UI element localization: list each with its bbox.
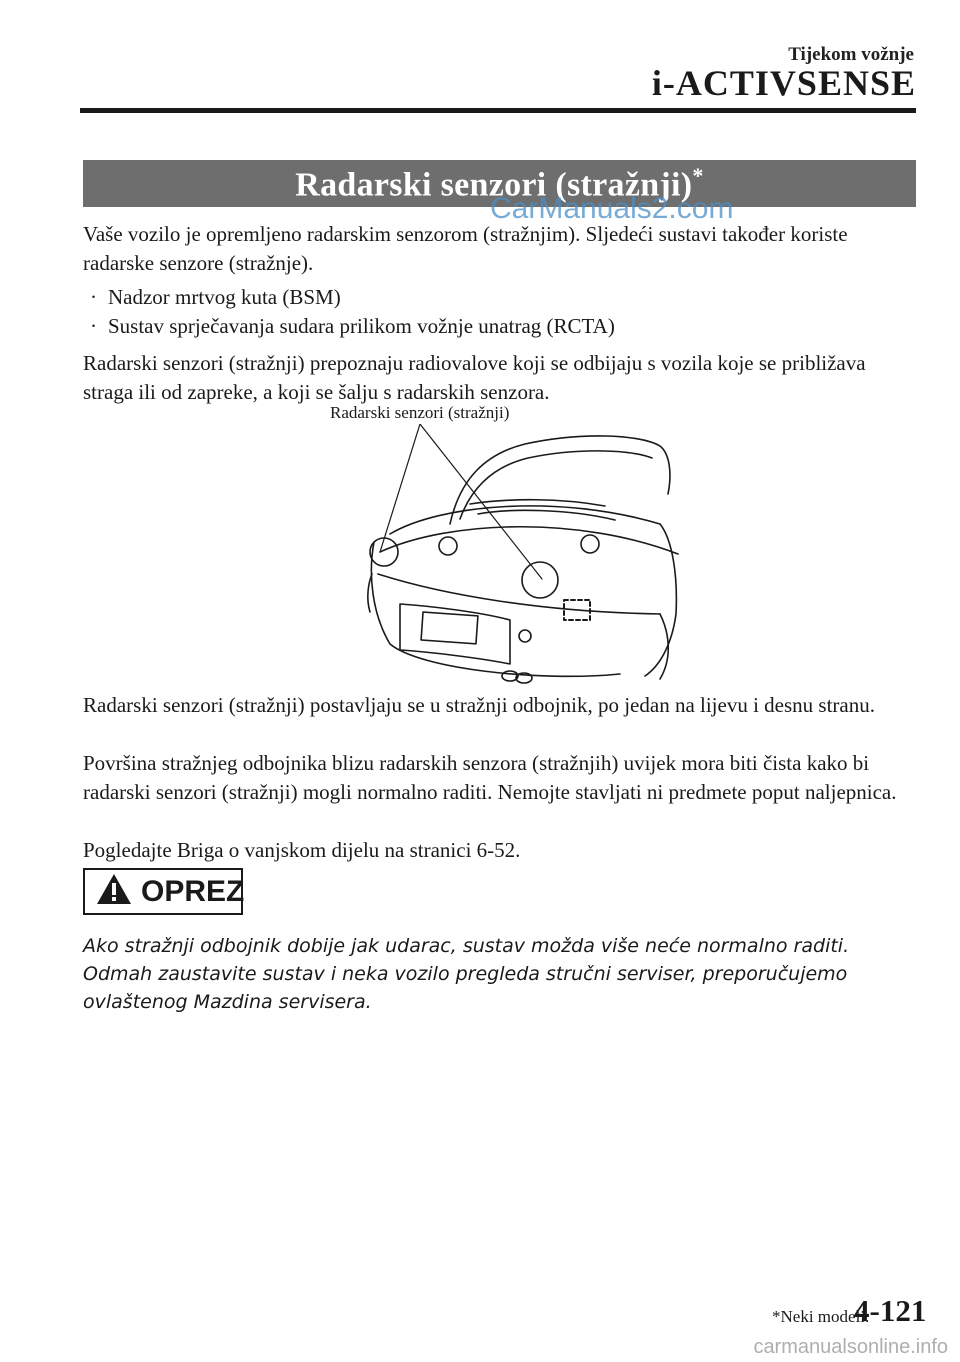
bullet-item	[90, 283, 341, 312]
car-rear-radar-illustration	[360, 424, 680, 691]
bullet-text: Nadzor mrtvog kuta (BSM)	[108, 285, 341, 309]
caution-box	[83, 868, 243, 915]
watermark: CarManuals2.com	[490, 192, 734, 225]
figure-label: Radarski senzori (stražnji)	[330, 403, 510, 422]
warning-triangle-icon	[95, 872, 133, 911]
reference-paragraph: Pogledajte Briga o vanjskom dijelu na stranici 6-52.	[83, 838, 521, 862]
section-title-text: Radarski senzori (stražnji)	[295, 166, 693, 204]
intro-paragraph: Vaše vozilo je opremljeno radarskim senzorom (stražnjim). Sljedeći sustavi također koriste radarske senzore (stražnje).	[83, 222, 848, 275]
header-title: i-ACTIVSENSE	[651, 63, 916, 103]
bullet-text: Sustav sprječavanja sudara prilikom vožnje unatrag (RCTA)	[108, 314, 615, 338]
page-number: 4-121	[854, 1293, 927, 1328]
header-subtitle: Tijekom vožnje	[788, 44, 914, 65]
site-mark: carmanualsonline.info	[753, 1336, 948, 1358]
caution-label: OPREZ	[141, 874, 245, 908]
bullet-item	[90, 312, 615, 341]
mount-paragraph: Radarski senzori (stražnji) postavljaju se u stražnji odbojnik, po jedan na lijevu i desnu stranu.	[83, 693, 875, 717]
header-rule	[80, 108, 916, 113]
detect-paragraph: Radarski senzori (stražnji) prepoznaju radiovalove koji se odbijaju s vozila koje se približava straga ili od zapreke, a koji se šalju s radarskih senzora.	[83, 351, 866, 404]
caution-text: Ako stražnji odbojnik dobije jak udarac, sustav možda više neće normalno raditi. Odmah zaustavite sustav i neka vozilo pregleda stručni serviser, preporučujemo ovlaštenog Mazdina servisera.	[83, 935, 850, 1013]
section-title-marker: *	[692, 162, 704, 188]
bullet-dot: ·	[90, 314, 97, 338]
footnote: *Neki modeli.	[772, 1307, 870, 1326]
clean-paragraph: Površina stražnjeg odbojnika blizu radarskih senzora (stražnjih) uvijek mora biti čista kako bi radarski senzori (stražnji) mogli normalno raditi. Nemojte stavljati ni predmete poput naljepnica.	[83, 751, 897, 804]
bullet-dot: ·	[90, 285, 97, 309]
